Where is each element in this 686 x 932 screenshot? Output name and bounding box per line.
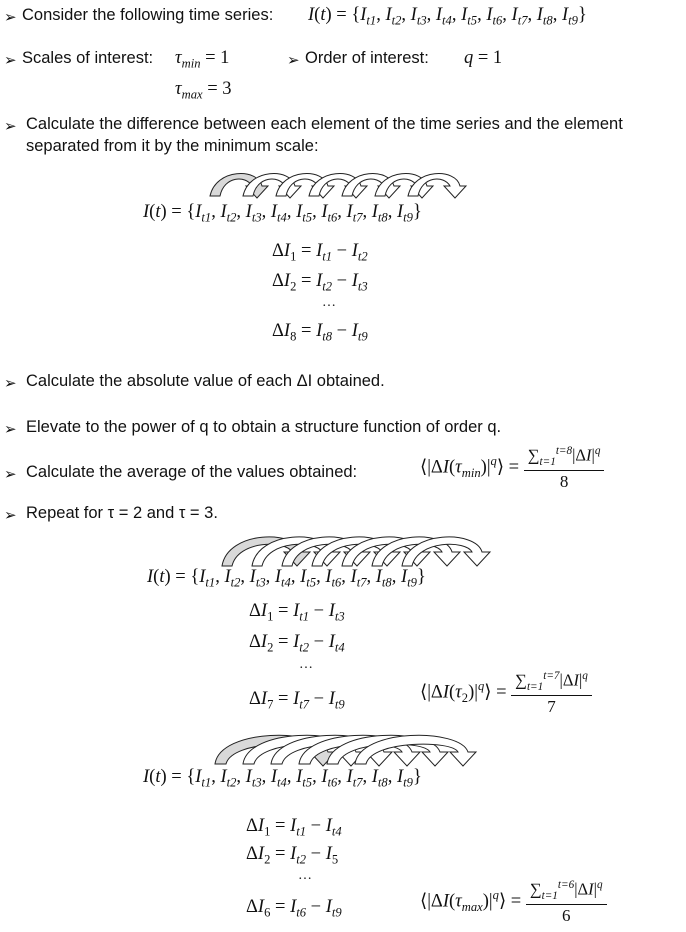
tau2-series: $I(t) = \{I_{t1}$, $I_{t2}$, $I_{t3}$, $I_{t4}$, $I_{t5}$, $I_{t6}$, $I_{t7}$, $I_{t8}$, $I_{t9}$} — [147, 567, 426, 590]
bullet-marker: ➢ — [4, 117, 17, 135]
tau-max-value: $\tau_{max} = 3$ — [175, 79, 232, 102]
order-value: q = 1 — [464, 48, 503, 68]
bullet-marker: ➢ — [4, 420, 17, 438]
tau-min-average-formula: $⟨|\Delta I(\tau_{min})|^q⟩$ = $\frac{\sum_{t=1}^{t=8}|\Delta I|^q}{8}$ — [420, 446, 604, 490]
scales-label: Scales of interest: — [22, 49, 154, 67]
step2-text: Calculate the absolute value of each ΔI obtained. — [26, 372, 385, 390]
intro-series-formula: $I(t) = \{I_{t1}$, $I_{t2}$, $I_{t3}$, $I_{t4}$, $I_{t5}$, $I_{t6}$, $I_{t7}$, $I_{t8}$, $I_{t9}$} — [308, 5, 587, 28]
tau1-series: $I(t) = \{I_{t1}$, $I_{t2}$, $I_{t3}$, $I_{t4}$, $I_{t5}$, $I_{t6}$, $I_{t7}$, $I_{t8}$, $I_{t9}$} — [143, 202, 422, 225]
tau3-difference-2: $\Delta I_2 = I_{t2} - I_5$ — [246, 844, 339, 867]
tau2-difference-2: $\Delta I_2 = I_{t2} - I_{t4}$ — [249, 632, 345, 655]
tau1-difference-2: $\Delta I_2 = I_{t2} - I_{t3}$ — [272, 271, 368, 294]
tau2-ellipsis: … — [300, 657, 313, 672]
tau3-difference-1: $\Delta I_1 = I_{t1} - I_{t4}$ — [246, 816, 342, 839]
bullet-marker: ➢ — [287, 51, 300, 69]
tau2-average-formula: $⟨|\Delta I(\tau_2)|^q⟩$ = $\frac{\sum_{t=1}^{t=7}|\Delta I|^q}{7}$ — [420, 671, 592, 715]
intro-text: Consider the following time series: — [22, 6, 274, 24]
order-label: Order of interest: — [305, 49, 429, 67]
tau1-difference-1: $\Delta I_1 = I_{t1} - I_{t2}$ — [272, 241, 368, 264]
bullet-marker: ➢ — [4, 465, 17, 483]
tau1-difference-8: $\Delta I_8 = I_{t8} - I_{t9}$ — [272, 321, 368, 344]
tau-min-value: $\tau_{min} = 1$ — [175, 48, 230, 71]
tau3-difference-6: $\Delta I_6 = I_{t6} - I_{t9}$ — [246, 897, 342, 920]
tau2-difference-1: $\Delta I_1 = I_{t1} - I_{t3}$ — [249, 601, 345, 624]
tau3-series: $I(t) = \{I_{t1}$, $I_{t2}$, $I_{t3}$, $I_{t4}$, $I_{t5}$, $I_{t6}$, $I_{t7}$, $I_{t8}$, $I_{t9}$} — [143, 767, 422, 790]
tau-max-average-formula: $⟨|\Delta I(\tau_{max})|^q⟩$ = $\frac{\sum_{t=1}^{t=6}|\Delta I|^q}{6}$ — [420, 880, 607, 924]
step1-text-line2: separated from it by the minimum scale: — [26, 137, 319, 155]
tau2-difference-7: $\Delta I_7 = I_{t7} - I_{t9}$ — [249, 689, 345, 712]
step4-text: Calculate the average of the values obtained: — [26, 463, 358, 481]
bullet-marker: ➢ — [4, 506, 17, 524]
step1-text-line1: Calculate the difference between each element of the time series and the element — [26, 115, 623, 133]
tau3-ellipsis: … — [299, 868, 312, 883]
bullet-marker: ➢ — [4, 8, 17, 26]
bullet-marker: ➢ — [4, 374, 17, 392]
step3-text: Elevate to the power of q to obtain a structure function of order q. — [26, 418, 502, 436]
bullet-marker: ➢ — [4, 51, 17, 69]
tau1-ellipsis: … — [323, 295, 336, 310]
step5-text: Repeat for τ = 2 and τ = 3. — [26, 504, 218, 522]
